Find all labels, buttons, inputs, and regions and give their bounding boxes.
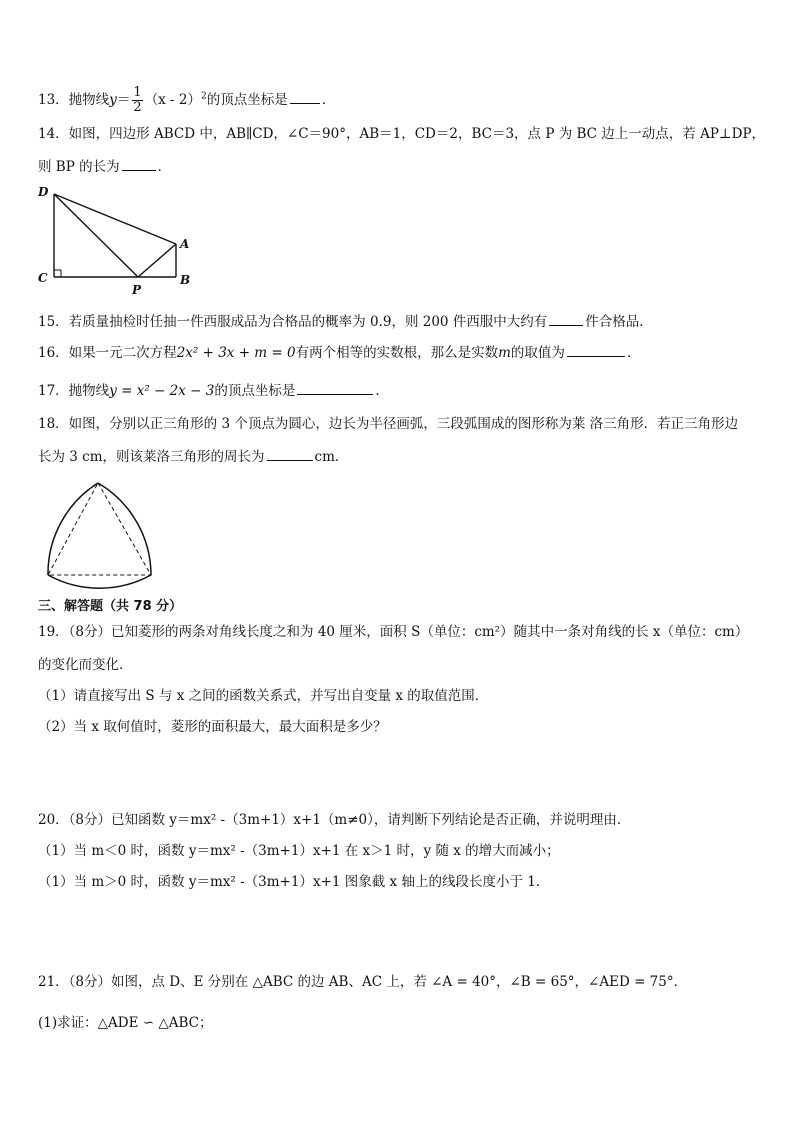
question-15: 15．若质量抽检时任抽一件西服成品为合格品的概率为 0.9，则 200 件西服中大约有 件合格品． (38, 311, 653, 332)
question-19-part-1: （1）请直接写出 S 与 x 之间的函数关系式，并写出自变量 x 的取值范围． (38, 688, 489, 704)
question-21-line-1: 21．（8分）如图，点 D、E 分别在 △ABC 的边 AB、AC 上，若 ∠A = 40°，∠B = 65°，∠AED = 75°． (38, 974, 688, 990)
label-d: D (38, 185, 49, 199)
question-13: 13．抛物线y＝ $\frac{1}{2}$ （x - 2）$^2$的顶点坐标是 ． (38, 85, 336, 115)
answer-blank-14[interactable] (122, 156, 156, 171)
label-p: P (132, 283, 142, 297)
equation-17: y = x² − 2x − 3 (109, 383, 215, 399)
label-b: B (180, 273, 191, 287)
answer-blank-15[interactable] (549, 311, 583, 326)
question-19-part-2: （2）当 x 取何值时，菱形的面积最大，最大面积是多少？ (38, 719, 387, 735)
label-a: A (180, 237, 190, 251)
quadrilateral-figure (34, 182, 204, 300)
question-14-line-1: 14．如图，四边形 ABCD 中，AB∥CD，∠C＝90°，AB＝1，CD＝2，BC＝3，点 P 为 BC 边上一动点，若 AP⊥DP， (38, 126, 766, 142)
question-16: 16．如果一元二次方程2x² + 3x + m = 0有两个相等的实数根，那么是实数m的取值为 ． (38, 342, 640, 363)
answer-blank-13[interactable] (290, 89, 320, 104)
answer-blank-18[interactable] (267, 446, 313, 461)
reuleaux-triangle-figure (38, 478, 168, 592)
question-14-line-2: 则 BP 的长为 ． (38, 156, 171, 177)
question-20-line-1: 20．（8分）已知函数 y＝mx² -（3m+1）x+1（m≠0），请判断下列结论是否正确，并说明理由． (38, 812, 631, 828)
inner-equilateral-triangle (48, 483, 151, 575)
side-da (54, 194, 176, 244)
question-19-line-2: 的变化而变化． (38, 657, 133, 673)
fraction-one-half: $\frac{1}{2}$ (133, 85, 142, 115)
segment-pa (138, 244, 176, 277)
question-19-line-1: 19．（8分）已知菱形的两条对角线长度之和为 40 厘米，面积 S（单位：cm²）随其中一条对角线的长 x（单位：cm） (38, 624, 749, 640)
arc-bottom (48, 575, 151, 588)
equation-16: 2x² + 3x + m = 0 (176, 345, 296, 361)
question-17: 17．抛物线y = x² − 2x − 3的顶点坐标是 ． (38, 380, 389, 401)
label-c: C (38, 271, 48, 285)
section-heading-3: 三、解答题（共 78 分） (38, 599, 183, 614)
question-20-part-2: （1）当 m＞0 时，函数 y＝mx² -（3m+1）x+1 图象截 x 轴上的线段长度小于 1． (38, 874, 550, 890)
answer-blank-17[interactable] (297, 380, 373, 395)
right-angle-mark (54, 270, 61, 277)
question-21-part-1: (1)求证：△ADE ∽ △ABC； (38, 1015, 213, 1031)
question-20-part-1: （1）当 m＜0 时，函数 y＝mx² -（3m+1）x+1 在 x＞1 时，y 随 x 的增大而减小； (38, 843, 560, 859)
question-18-line-1: 18．如图，分别以正三角形的 3 个顶点为圆心，边长为半径画弧，三段弧围成的图形称为莱 洛三角形．若正三角形边 (38, 416, 739, 432)
answer-blank-16[interactable] (567, 342, 625, 357)
segment-dp (54, 194, 138, 277)
question-18-line-2: 长为 3 cm，则该莱洛三角形的周长为 cm． (38, 446, 348, 467)
